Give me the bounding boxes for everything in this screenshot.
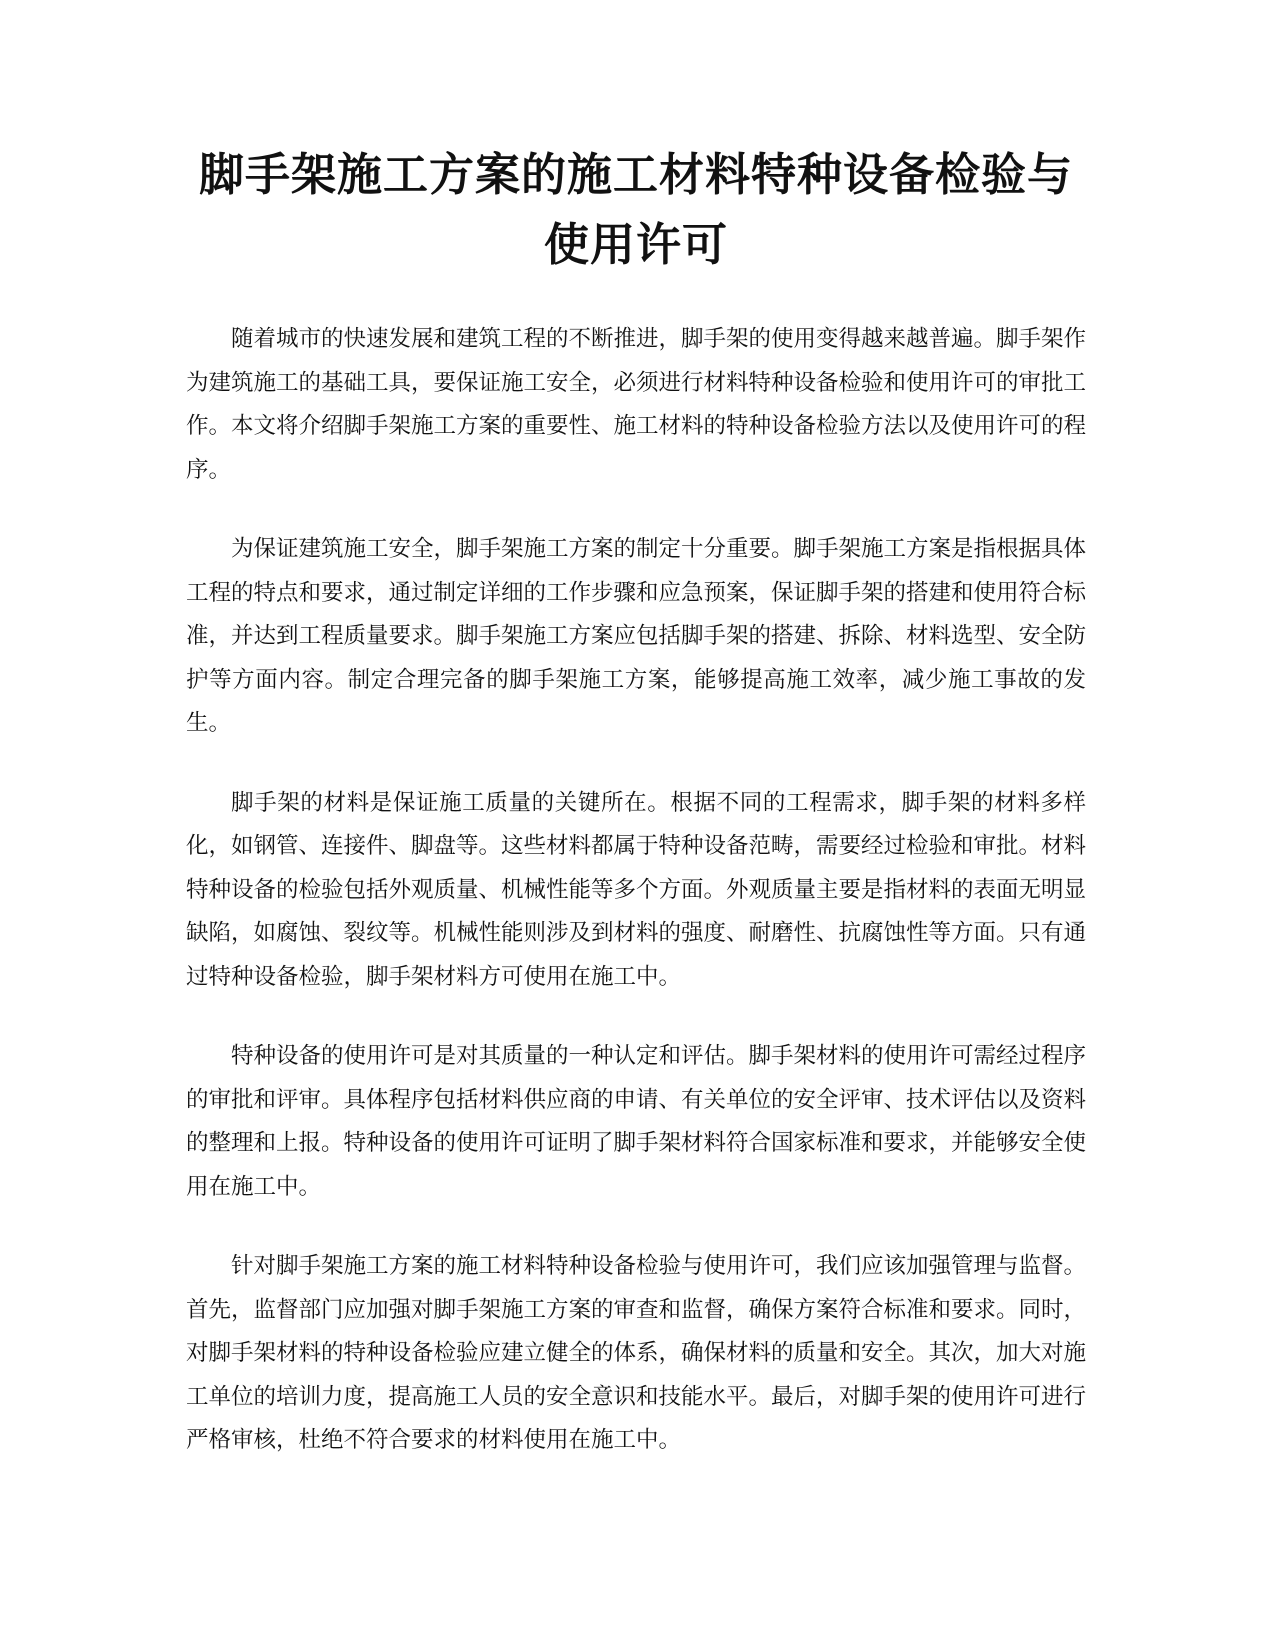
title-line-1: 脚手架施工方案的施工材料特种设备检验与: [198, 148, 1073, 201]
document-title: [186, 140, 1086, 280]
paragraph-materials-inspection: 脚手架的材料是保证施工质量的关键所在。根据不同的工程需求，脚手架的材料多样化，如钢管、连接件、脚盘等。这些材料都属于特种设备范畴，需要经过检验和审批。材料特种设备的检验包括外观质量、机械性能等多个方面。外观质量主要是指材料的表面无明显缺陷，如腐蚀、裂纹等。机械性能则涉及到材料的强度、耐磨性、抗腐蚀性等方面。只有通过特种设备检验，脚手架材料方可使用在施工中。: [186, 789, 1087, 990]
paragraph-intro: 随着城市的快速发展和建筑工程的不断推进，脚手架的使用变得越来越普遍。脚手架作为建筑施工的基础工具，要保证施工安全，必须进行材料特种设备检验和使用许可的审批工作。本文将介绍脚手架施工方案的重要性、施工材料的特种设备检验方法以及使用许可的程序。: [186, 326, 1087, 483]
paragraph-management: 针对脚手架施工方案的施工材料特种设备检验与使用许可，我们应该加强管理与监督。首先，监督部门应加强对脚手架施工方案的审查和监督，确保方案符合标准和要求。同时，对脚手架材料的特种设备检验应建立健全的体系，确保材料的质量和安全。其次，加大对施工单位的培训力度，提高施工人员的安全意识和技能水平。最后，对脚手架的使用许可进行严格审核，杜绝不符合要求的材料使用在施工中。: [186, 1253, 1087, 1453]
document-page: [186, 140, 1086, 1499]
document-body: [186, 318, 1086, 1463]
paragraph-construction-plan: 为保证建筑施工安全，脚手架施工方案的制定十分重要。脚手架施工方案是指根据具体工程的特点和要求，通过制定详细的工作步骤和应急预案，保证脚手架的搭建和使用符合标准，并达到工程质量要求。脚手架施工方案应包括脚手架的搭建、拆除、材料选型、安全防护等方面内容。制定合理完备的脚手架施工方案，能够提高施工效率，减少施工事故的发生。: [186, 536, 1087, 736]
title-line-2: 使用许可: [543, 218, 728, 271]
paragraph-usage-permit: 特种设备的使用许可是对其质量的一种认定和评估。脚手架材料的使用许可需经过程序的审批和评审。具体程序包括材料供应商的申请、有关单位的安全评审、技术评估以及资料的整理和上报。特种设备的使用许可证明了脚手架材料符合国家标准和要求，并能够安全使用在施工中。: [186, 1043, 1087, 1200]
